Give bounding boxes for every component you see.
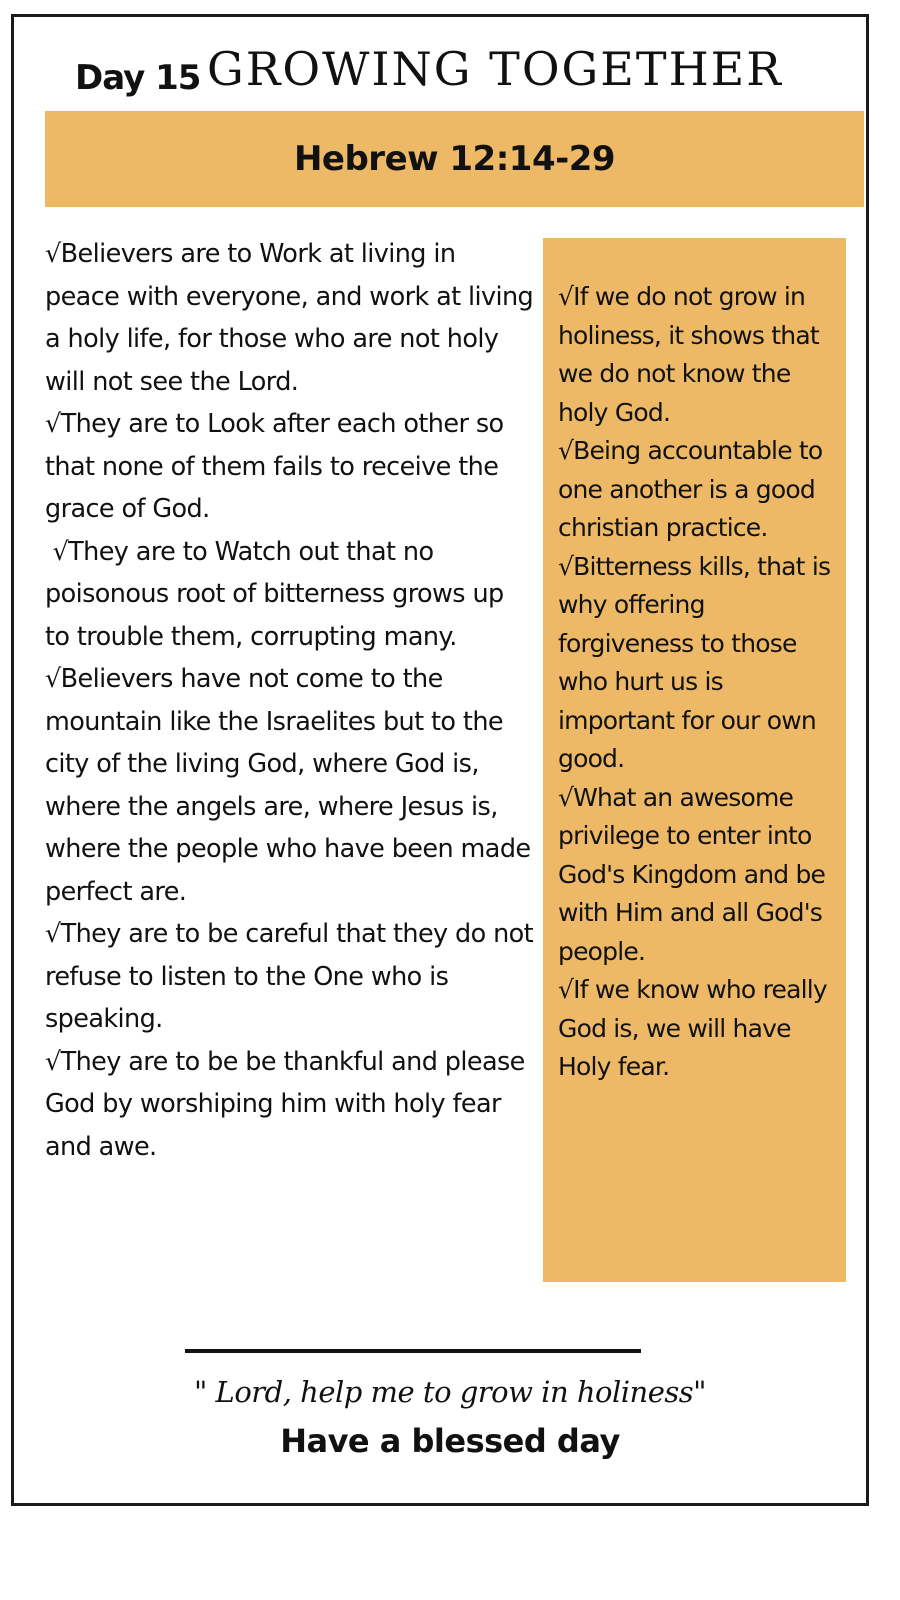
application-point: √Being accountable to one another is a good christian practice. [558, 436, 823, 542]
application-point: √What an awesome privilege to enter into God's Kingdom and be with Him and all God's people. [558, 782, 826, 966]
day-label: Day 15 [75, 58, 201, 98]
reflection-point: √Believers are to Work at living in peace with everyone, and work at living a holy life, for those who are not holy will not see the Lord. [45, 239, 534, 397]
footer-divider [185, 1349, 641, 1353]
reflection-point: √They are to Look after each other so that none of them fails to receive the grace of God. [45, 409, 504, 524]
closing-prayer: " Lord, help me to grow in holiness" [194, 1375, 706, 1409]
application-sidebar [543, 238, 846, 1282]
scripture-reference: Hebrew 12:14-29 [293, 139, 616, 179]
closing-blessing: Have a blessed day [280, 1422, 620, 1460]
reflection-point: √They are to Watch out that no poisonous root of bitterness grows up to trouble them, corrupting many. [45, 536, 512, 652]
reflection-point: √Believers have not come to the mountain like the Israelites but to the city of the living God, where God is, where the angels are, where Jesus is, where the people who have been made perfect are. [45, 664, 531, 907]
reflection-point: √They are to be careful that they do not refuse to listen to the One who is speaking. [45, 919, 534, 1034]
reflection-points-list [45, 233, 535, 1168]
application-point: √If we do not grow in holiness, it shows that we do not know the holy God. [558, 282, 819, 427]
page-title: GROWING TOGETHER [207, 42, 783, 96]
reflection-point: √They are to be be thankful and please God by worshiping him with holy fear and awe. [45, 1046, 525, 1162]
scripture-reference-banner [45, 111, 864, 207]
application-point: √If we know who really God is, we will have Holy fear. [558, 975, 827, 1081]
application-point: √Bitterness kills, that is why offering forgiveness to those who hurt us is important for our own good. [558, 551, 831, 773]
